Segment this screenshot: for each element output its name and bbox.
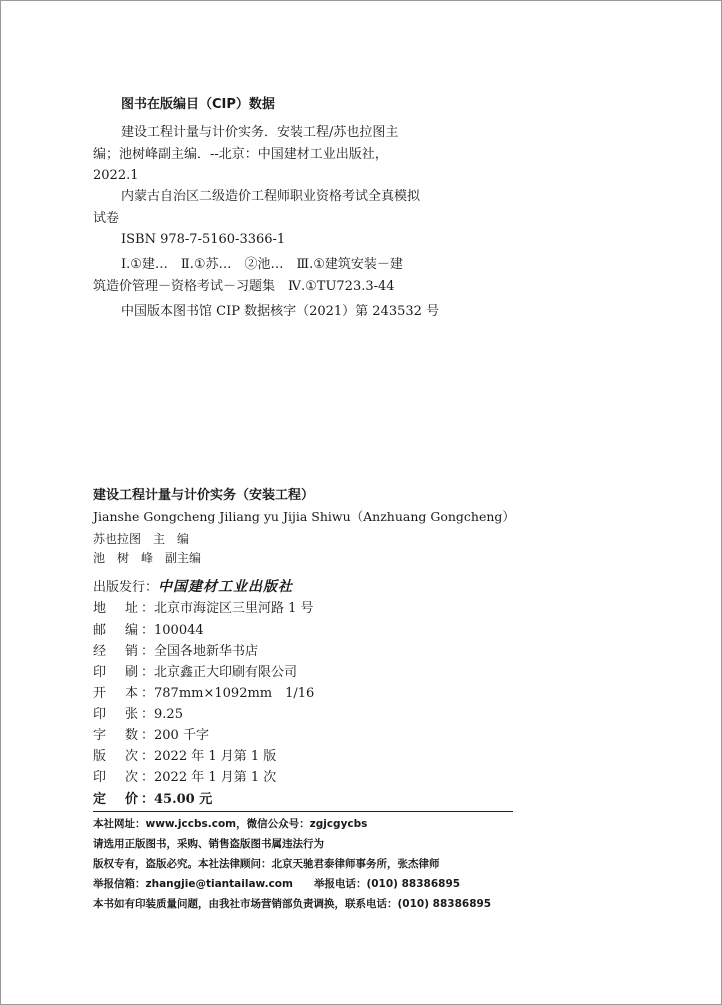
info-row: 印 刷 ： 北京鑫正大印刷有限公司 xyxy=(93,665,298,680)
author: 苏也拉图 主 编 xyxy=(93,532,190,546)
price-value: 45.00 元 xyxy=(154,792,213,807)
info-row: 版 次 ： 2022 年 1 月第 1 版 xyxy=(93,749,277,764)
publisher-line xyxy=(93,579,293,596)
book-title: 建设工程计量与计价实务（安装工程） xyxy=(93,488,315,503)
info-row: 地 址 ： 北京市海淀区三里河路 1 号 xyxy=(93,601,314,616)
cip-record-number: 中国版本图书馆 CIP 数据核字（2021）第 243532 号 xyxy=(121,304,440,319)
info-value: 787mm×1092mm 1/16 xyxy=(154,686,315,701)
info-value: 全国各地新华书店 xyxy=(154,644,259,659)
info-row: 字 数 ： 200 千字 xyxy=(93,728,209,743)
deputy-author: 池 树 峰 副主编 xyxy=(93,551,202,565)
book-title-pinyin: Jianshe Gongcheng Jiliang yu Jijia Shiwu（Anzhuang Gongcheng） xyxy=(93,509,515,524)
publisher-label: 出版发行： xyxy=(93,580,159,595)
notice-report: 举报信箱：zhangjie@tiantailaw.com 举报电话：(010) 88386895 xyxy=(93,878,461,890)
publisher-logo-text: 中国建材工业出版社 xyxy=(158,579,294,595)
info-value: 2022 年 1 月第 1 次 xyxy=(154,770,277,785)
cip-title: 图书在版编目（CIP）数据 xyxy=(121,97,275,112)
cip-line: 编；池树峰副主编．--北京：中国建材工业出版社， xyxy=(93,147,388,162)
cip-line: 筑造价管理－资格考试－习题集 Ⅳ.①TU723.3-44 xyxy=(93,279,395,294)
info-row: 经 销 ： 全国各地新华书店 xyxy=(93,644,259,659)
cip-line: 建设工程计量与计价实务．安装工程/苏也拉图主 xyxy=(121,125,399,140)
info-value: 100044 xyxy=(154,623,204,638)
info-value: 北京鑫正大印刷有限公司 xyxy=(154,665,298,680)
cip-line: 试卷 xyxy=(93,211,120,226)
cip-isbn: ISBN 978-7-5160-3366-1 xyxy=(121,232,286,247)
cip-line: 2022.1 xyxy=(93,168,139,183)
info-row: 开 本 ： 787mm×1092mm 1/16 xyxy=(93,686,315,701)
notice-copyright: 版权专有，盗版必究。本社法律顾问：北京天驰君泰律师事务所，张杰律师 xyxy=(93,858,440,870)
info-row: 邮 编 ： 100044 xyxy=(93,623,204,638)
divider-line xyxy=(93,811,513,812)
notice-quality: 本书如有印装质量问题，由我社市场营销部负责调换，联系电话：(010) 88386895 xyxy=(93,898,492,910)
info-value: 北京市海淀区三里河路 1 号 xyxy=(154,601,314,616)
info-value: 9.25 xyxy=(154,707,183,722)
cip-line: 内蒙古自治区二级造价工程师职业资格考试全真模拟 xyxy=(121,189,421,204)
price-row: 定 价 ： 45.00 元 xyxy=(93,792,213,807)
notice-piracy: 请选用正版图书，采购、销售盗版图书属违法行为 xyxy=(93,838,324,850)
cip-line: Ⅰ.①建… Ⅱ.①苏… ②池… Ⅲ.①建筑安装－建 xyxy=(121,257,403,272)
notice-website: 本社网址：www.jccbs.com，微信公众号：zgjcgycbs xyxy=(93,818,368,830)
info-row: 印 次 ： 2022 年 1 月第 1 次 xyxy=(93,770,277,785)
info-value: 2022 年 1 月第 1 版 xyxy=(154,749,277,764)
info-row: 印 张 ： 9.25 xyxy=(93,707,183,722)
info-value: 200 千字 xyxy=(154,728,209,743)
